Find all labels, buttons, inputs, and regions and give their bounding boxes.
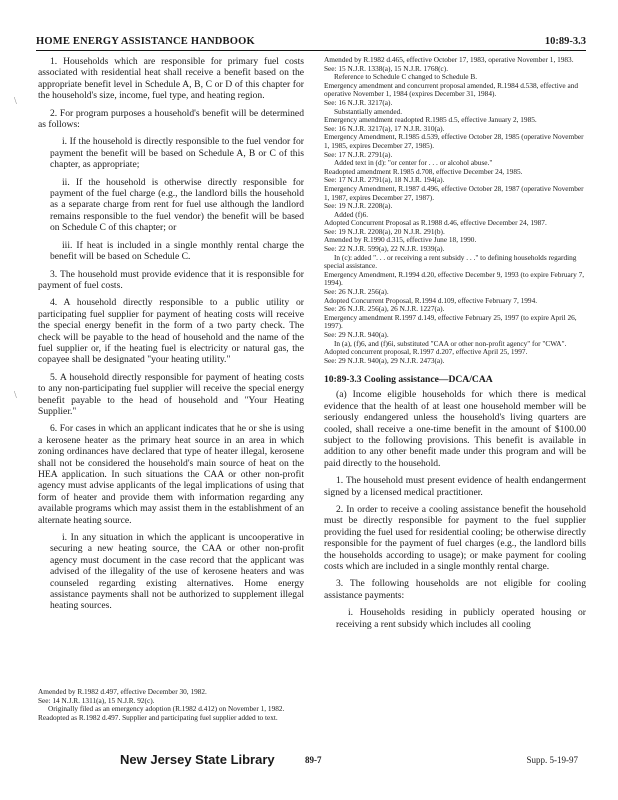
- history-note: See: 17 N.J.R. 2791(a).: [324, 149, 393, 159]
- history-note: Reference to Schedule C changed to Schedule B.: [334, 72, 478, 82]
- page-number: 89-7: [305, 755, 322, 765]
- history-note: Emergency Amendment, R.1985 d.539, effective October 28, 1985 (operative November 1, 1985, expires December 27, 1985).: [324, 132, 584, 150]
- history-note: Adopted concurrent proposal, R.1997 d.207, effective April 25, 1997.: [324, 347, 528, 357]
- history-note: In (c): added ". . . or receiving a rent subsidy . . ." to defining households regarding special assistance.: [324, 252, 577, 271]
- paragraph: 2. In order to receive a cooling assistance benefit the household must be directly responsible for payment to the fuel supplier providing the fuel used for residential cooling; be otherwise directly responsible for the payment of fuel charges (e.g., the landlord bills the households according to usage); or make payment for cooling costs which are included in a single monthly rental charge.: [324, 504, 586, 573]
- history-note: See: 29 N.J.R. 940(a).: [324, 330, 389, 339]
- paragraph: 3. The household must provide evidence that it is responsible for payment of fuel costs.: [38, 268, 304, 291]
- paragraph: 2. For program purposes a household's benefit will be determined as follows:: [38, 107, 304, 131]
- history-note: See: 19 N.J.R. 2208(a), 20 N.J.R. 291(b).: [324, 226, 445, 236]
- history-note: Emergency Amendment, R.1987 d.496, effective October 28, 1987 (operative November 1, 1987, expires December 27, 1987).: [324, 183, 584, 202]
- left-history-notes: [38, 688, 304, 722]
- history-note: Emergency amendment readopted R.1985 d.5, effective January 2, 1985.: [324, 115, 537, 125]
- margin-mark: \: [14, 390, 17, 401]
- history-note: Adopted Concurrent Proposal, R.1994 d.109, effective February 7, 1994.: [324, 295, 538, 305]
- paragraph: i. If the household is directly responsible to the fuel vendor for payment the benefit will be based on Schedule A, B or C of this chapter, as appropriate;: [50, 136, 304, 171]
- history-note: Added text in (d): "or center for . . . or alcohol abuse.": [334, 158, 493, 168]
- history-note: See: 17 N.J.R. 2791(a), 18 N.J.R. 194(a).: [324, 175, 445, 185]
- history-note: Emergency amendment R.1997 d.149, effective February 25, 1997 (to expire April 26, 1997).: [324, 312, 577, 331]
- history-note: In (a), (f)6, and (f)6i, substituted "CAA or other non-profit agency" for "CWA".: [334, 338, 567, 348]
- margin-mark: \: [14, 96, 17, 107]
- history-note: See: 26 N.J.R. 256(a).: [324, 287, 389, 297]
- paragraph: iii. If heat is included in a single monthly rental charge the benefit will be based on Schedule C.: [50, 239, 304, 263]
- history-note: Emergency Amendment, R.1994 d.20, effective December 9, 1993 (to expire February 7, 1994).: [324, 269, 585, 288]
- history-notes: [324, 56, 586, 365]
- paragraph: (a) Income eligible households for which there is medical evidence that the health of at least one household member will be seriously endangered unless the household's living quarters are cooled, shall receive a one-time benefit in the amount of $100.00 subject to the following provisions. This benefit is available in addition to any other benefit made under this program and will be paid directly to the household.: [324, 389, 586, 469]
- paragraph: 1. Households which are responsible for primary fuel costs associated with residential heat shall receive a benefit based on the appropriate benefit level in Schedule A, B, C or D of this chapter for the household's size, income, fuel type, and heating region.: [38, 56, 304, 102]
- section-number: 10:89-3.3: [544, 36, 586, 47]
- paragraph: 6. For cases in which an applicant indicates that he or she is using a kerosene heater as the primary heat source in an area in which zoning ordinances have declared that type of heater illegal, kerosene shall not be considered the household's main source of heat on the HEA application. In such situations the CAA or other non-profit agency must advise applicants of the legal implications of using that form of heater and provide them with information regarding any available programs which may assist them in the establishment of an alternate heating source.: [38, 423, 304, 526]
- paragraph: 1. The household must present evidence of health endangerment signed by a licensed medical practitioner.: [324, 475, 586, 498]
- history-note: Emergency amendment and concurrent proposal amended, R.1984 d.538, effective and operative November 1, 1984 (expires December 31, 1984).: [324, 80, 579, 99]
- library-stamp: New Jersey State Library: [120, 752, 275, 767]
- section-heading: 10:89-3.3 Cooling assistance—DCA/CAA: [324, 374, 493, 386]
- history-note: Adopted Concurrent Proposal as R.1988 d.46, effective December 24, 1987.: [324, 218, 547, 228]
- history-note: Amended by R.1990 d.315, effective June 18, 1990.: [324, 235, 477, 245]
- paragraph: i. In any situation in which the applicant is uncooperative in securing a new heating source, the CAA or other non-profit agency must document in the case record that the applicant was advised of the illegality of the use of kerosene heaters and was counseled regarding existing alternatives. Home energy assistance payments shall not be authorized to supplement illegal heating sources.: [50, 532, 304, 612]
- history-note: Amended by R.1982 d.465, effective October 17, 1983, operative November 1, 1983.: [324, 55, 574, 64]
- paragraph: i. Households residing in publicly operated housing or receiving a rent subsidy which includes all cooling: [336, 607, 586, 630]
- history-note: See: 16 N.J.R. 3217(a), 17 N.J.R. 310(a).: [324, 123, 445, 133]
- left-column: [38, 56, 304, 618]
- history-note: See: 14 N.J.R. 1311(a), 15 N.J.R. 92(c).: [38, 695, 155, 705]
- page-footer: [0, 752, 618, 770]
- history-note: Amended by R.1982 d.497, effective December 30, 1982.: [38, 687, 207, 696]
- history-note: Readopted amendment R.1985 d.708, effective December 24, 1985.: [324, 166, 523, 176]
- history-note: Originally filed as an emergency adoption (R.1982 d.412) on November 1, 1982. Readopted as R.1982 d.497. Supplier and participating fuel supplier added to text.: [38, 704, 285, 722]
- history-note: See: 29 N.J.R. 940(a), 29 N.J.R. 2473(a).: [324, 355, 445, 365]
- paragraph: ii. If the household is otherwise directly responsible for payment of the fuel charge (e.g., the landlord bills the household as a separate charge from rent for fuel use although the landlord remains responsible to the fuel vendor) the benefit will be based on Schedule C of this chapter; or: [50, 176, 304, 234]
- section-body: [324, 389, 586, 630]
- handbook-title: HOME ENERGY ASSISTANCE HANDBOOK: [36, 36, 255, 47]
- history-note: See: 26 N.J.R. 256(a), 26 N.J.R. 1227(a).: [324, 304, 445, 314]
- paragraph: 3. The following households are not eligible for cooling assistance payments:: [324, 578, 586, 601]
- history-note: See: 22 N.J.R. 599(a), 22 N.J.R. 1939(a).: [324, 244, 445, 254]
- history-note: Added (f)6.: [334, 209, 369, 219]
- history-note: Substantially amended.: [334, 106, 403, 116]
- supplement-date: Supp. 5-19-97: [526, 755, 578, 765]
- running-header: [36, 36, 586, 51]
- paragraph: 4. A household directly responsible to a public utility or participating fuel supplier for payment of heating costs will receive the special energy benefit in the form of a two party check. The check will be payable to the head of household and the name of the fuel supplier or, if the heating fuel is electricity or natural gas, the copayee shall be designated "your heating utility.": [38, 297, 304, 366]
- history-note: See: 15 N.J.R. 1338(a), 15 N.J.R. 1768(c).: [324, 63, 449, 73]
- history-note: See: 19 N.J.R. 2208(a).: [324, 201, 393, 211]
- paragraph: 5. A household directly responsible for payment of heating costs to any non-participating fuel supplier will receive the special energy benefit payable to the head of household and "Your Heating Supplier.": [38, 371, 304, 417]
- right-column: [324, 56, 586, 636]
- history-note: See: 16 N.J.R. 3217(a).: [324, 97, 393, 107]
